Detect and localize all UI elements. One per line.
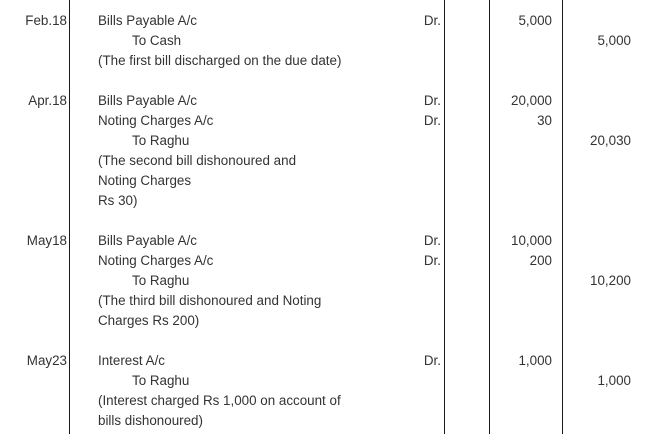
entry-date: Feb.18 xyxy=(25,13,67,28)
dr-label: Dr. xyxy=(423,113,441,128)
credit-account-text: To Raghu xyxy=(132,273,190,288)
particulars-text: Noting Charges A/c xyxy=(98,253,214,268)
particulars-text: Bills Payable A/c xyxy=(98,233,197,248)
particulars-text: (The third bill dishonoured and Noting xyxy=(98,293,322,308)
credit-amount: 5,000 xyxy=(597,33,631,48)
particulars-text: Noting Charges xyxy=(98,173,192,188)
particulars-text: Bills Payable A/c xyxy=(98,13,197,28)
particulars-text: (The first bill discharged on the due date) xyxy=(98,53,342,68)
credit-account-text: To Raghu xyxy=(132,133,190,148)
credit-amount: 1,000 xyxy=(597,373,631,388)
credit-amount: 10,200 xyxy=(590,273,631,288)
particulars-text: (Interest charged Rs 1,000 on account of xyxy=(98,393,341,408)
credit-account-text: To Raghu xyxy=(132,373,190,388)
column-divider-date xyxy=(69,0,70,434)
particulars-text: Bills Payable A/c xyxy=(98,93,197,108)
credit-account-text: To Cash xyxy=(132,33,182,48)
debit-amount: 200 xyxy=(529,253,552,268)
particulars-text: Charges Rs 200) xyxy=(98,313,200,328)
debit-amount: 5,000 xyxy=(518,13,552,28)
particulars-text: bills dishonoured) xyxy=(98,413,203,428)
column-divider-credit xyxy=(562,0,563,434)
entry-date: Apr.18 xyxy=(28,93,67,108)
debit-amount: 10,000 xyxy=(511,233,552,248)
entry-date: May18 xyxy=(26,233,67,248)
particulars-text: Noting Charges A/c xyxy=(98,113,214,128)
dr-label: Dr. xyxy=(423,13,441,28)
debit-amount: 30 xyxy=(537,113,552,128)
dr-label: Dr. xyxy=(423,253,441,268)
debit-amount: 1,000 xyxy=(518,353,552,368)
column-divider-lf xyxy=(444,0,445,434)
dr-label: Dr. xyxy=(423,93,441,108)
debit-amount: 20,000 xyxy=(511,93,552,108)
entry-date: May23 xyxy=(26,353,67,368)
dr-label: Dr. xyxy=(423,353,441,368)
particulars-text: Rs 30) xyxy=(98,193,138,208)
particulars-text: Interest A/c xyxy=(98,353,165,368)
particulars-text: (The second bill dishonoured and xyxy=(98,153,297,168)
credit-amount: 20,030 xyxy=(590,133,631,148)
dr-label: Dr. xyxy=(423,233,441,248)
